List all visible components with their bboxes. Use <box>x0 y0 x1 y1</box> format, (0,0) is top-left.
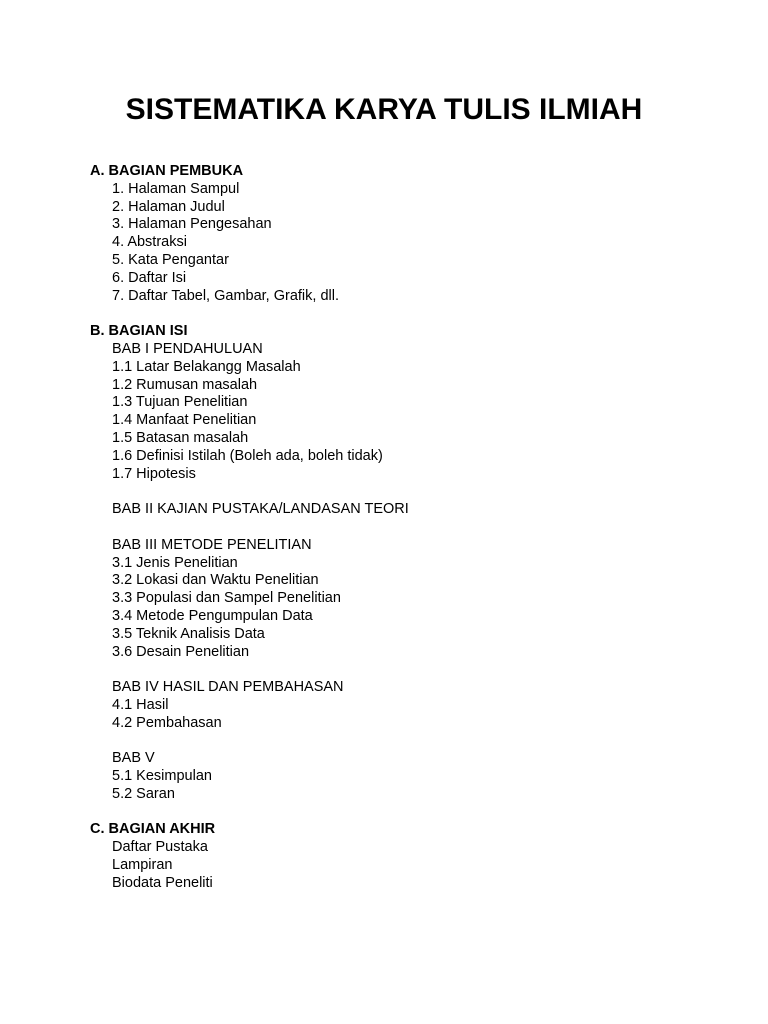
list-item: 1.7 Hipotesis <box>112 465 196 482</box>
section-bagian-pembuka <box>90 163 710 305</box>
list-item: 7. Daftar Tabel, Gambar, Grafik, dll. <box>112 287 339 304</box>
list-item: 1.1 Latar Belakangg Masalah <box>112 358 301 375</box>
page-title: SISTEMATIKA KARYA TULIS ILMIAH <box>125 93 643 126</box>
list-item: 5.1 Kesimpulan <box>112 768 212 785</box>
list-item: 4.2 Pembahasan <box>112 714 222 731</box>
list-item: 3.5 Teknik Analisis Data <box>112 625 265 642</box>
list-item: 3. Halaman Pengesahan <box>112 216 272 233</box>
list-item: 3.6 Desain Penelitian <box>112 643 250 660</box>
chapter-title: BAB V <box>112 750 155 767</box>
list-item: 5. Kata Pengantar <box>112 251 229 268</box>
list-item: 1. Halaman Sampul <box>112 180 240 197</box>
chapter-bab-3 <box>112 537 710 662</box>
chapter-bab-4 <box>112 679 710 732</box>
chapter-title: BAB IV HASIL DAN PEMBAHASAN <box>112 679 344 696</box>
list-item: 1.6 Definisi Istilah (Boleh ada, boleh tidak) <box>112 447 383 464</box>
item-list <box>90 181 710 306</box>
spacer <box>112 661 710 679</box>
chapter-bab-2 <box>112 501 710 519</box>
spacer <box>112 519 710 537</box>
list-item: 4. Abstraksi <box>112 234 187 251</box>
list-item: 3.2 Lokasi dan Waktu Penelitian <box>112 572 319 589</box>
list-item: 3.3 Populasi dan Sampel Penelitian <box>112 590 341 607</box>
list-item: 1.3 Tujuan Penelitian <box>112 394 248 411</box>
list-item: Biodata Peneliti <box>112 874 213 891</box>
chapter-title: BAB II KAJIAN PUSTAKA/LANDASAN TEORI <box>112 501 409 518</box>
section-bagian-akhir <box>90 821 710 892</box>
chapter-bab-5 <box>112 750 710 803</box>
section-heading: B. BAGIAN ISI <box>90 323 188 340</box>
spacer <box>112 483 710 501</box>
list-item: 6. Daftar Isi <box>112 269 187 286</box>
list-item: Lampiran <box>112 857 173 874</box>
item-list <box>90 839 710 892</box>
section-heading: A. BAGIAN PEMBUKA <box>90 163 244 179</box>
document-body <box>90 163 710 893</box>
list-item: 5.2 Saran <box>112 785 175 802</box>
list-item: 3.1 Jenis Penelitian <box>112 554 238 571</box>
section-bagian-isi <box>90 323 710 804</box>
list-item: 1.5 Batasan masalah <box>112 429 249 446</box>
list-item: Daftar Pustaka <box>112 839 208 856</box>
list-item: 4.1 Hasil <box>112 696 169 713</box>
chapter-title: BAB I PENDAHULUAN <box>112 340 263 357</box>
list-item: 1.4 Manfaat Penelitian <box>112 412 257 429</box>
chapter-title: BAB III METODE PENELITIAN <box>112 536 312 553</box>
list-item: 2. Halaman Judul <box>112 198 225 215</box>
list-item: 1.2 Rumusan masalah <box>112 376 258 393</box>
chapter-bab-1 <box>112 341 710 483</box>
spacer <box>112 733 710 751</box>
list-item: 3.4 Metode Pengumpulan Data <box>112 607 313 624</box>
chapter-list <box>90 341 710 804</box>
section-heading: C. BAGIAN AKHIR <box>90 821 216 838</box>
